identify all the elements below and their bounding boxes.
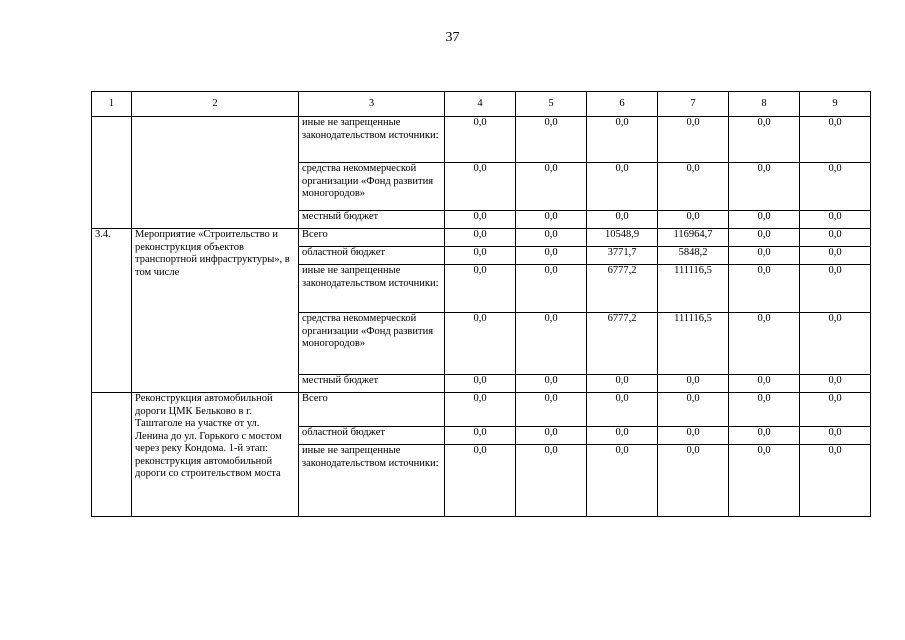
value-cell: 0,0 [729,375,800,393]
value-cell: 0,0 [658,211,729,229]
table-row [92,229,871,247]
value-cell: 0,0 [729,393,800,427]
value-cell: 0,0 [729,211,800,229]
value-cell: 0,0 [445,393,516,427]
funding-source: иные не запрещенные законодательством источники: [299,117,445,163]
item-number-cell: 3.4. [92,229,132,393]
header-cell: 8 [729,92,800,117]
value-cell: 0,0 [445,163,516,211]
value-cell: 0,0 [516,375,587,393]
funding-source: средства некоммерческой организации «Фонд развития моногородов» [299,163,445,211]
value-cell: 0,0 [800,445,871,517]
value-cell: 0,0 [800,229,871,247]
value-cell: 0,0 [445,265,516,313]
value-cell: 0,0 [729,427,800,445]
value-cell: 0,0 [800,427,871,445]
header-cell: 7 [658,92,729,117]
value-cell: 0,0 [445,117,516,163]
value-cell: 0,0 [729,313,800,375]
table-row [92,393,871,427]
value-cell: 0,0 [445,375,516,393]
item-number-cell [92,117,132,229]
value-cell: 111116,5 [658,313,729,375]
value-cell: 0,0 [729,445,800,517]
value-cell: 0,0 [587,375,658,393]
value-cell: 0,0 [516,163,587,211]
value-cell: 111116,5 [658,265,729,313]
value-cell: 0,0 [587,445,658,517]
item-number-cell [92,393,132,517]
value-cell: 0,0 [445,229,516,247]
value-cell: 0,0 [516,393,587,427]
value-cell: 0,0 [587,211,658,229]
value-cell: 116964,7 [658,229,729,247]
item-name-cell: Мероприятие «Строительство и реконструкция объектов транспортной инфраструктуры», в том числе [132,229,299,393]
funding-source: областной бюджет [299,427,445,445]
item-name-cell [132,117,299,229]
value-cell: 0,0 [445,427,516,445]
value-cell: 0,0 [658,427,729,445]
funding-source: Всего [299,393,445,427]
value-cell: 0,0 [445,247,516,265]
value-cell: 0,0 [729,265,800,313]
value-cell: 0,0 [800,265,871,313]
value-cell: 0,0 [658,393,729,427]
value-cell: 0,0 [729,163,800,211]
header-cell: 2 [132,92,299,117]
value-cell: 10548,9 [587,229,658,247]
value-cell: 0,0 [516,229,587,247]
header-row [92,92,871,117]
funding-source: средства некоммерческой организации «Фонд развития моногородов» [299,313,445,375]
value-cell: 5848,2 [658,247,729,265]
value-cell: 0,0 [658,375,729,393]
value-cell: 0,0 [729,117,800,163]
value-cell: 0,0 [587,163,658,211]
table-row [92,117,871,163]
value-cell: 0,0 [516,211,587,229]
value-cell: 0,0 [800,247,871,265]
value-cell: 0,0 [516,427,587,445]
value-cell: 0,0 [729,247,800,265]
value-cell: 0,0 [587,117,658,163]
value-cell: 0,0 [658,163,729,211]
value-cell: 3771,7 [587,247,658,265]
value-cell: 0,0 [516,313,587,375]
header-cell: 4 [445,92,516,117]
funding-source: иные не запрещенные законодательством источники: [299,445,445,517]
value-cell: 0,0 [445,445,516,517]
value-cell: 0,0 [516,265,587,313]
item-name-cell: Реконструкция автомобильной дороги ЦМК Бельково в г. Таштаголе на участке от ул. Ленина до ул. Горького с мостом через реку Кондома. 1-й этап: реконструкция автомобильной дороги со строительством моста [132,393,299,517]
value-cell: 0,0 [658,117,729,163]
value-cell: 0,0 [587,427,658,445]
value-cell: 0,0 [800,163,871,211]
header-cell: 6 [587,92,658,117]
funding-source: областной бюджет [299,247,445,265]
value-cell: 6777,2 [587,265,658,313]
value-cell: 0,0 [516,445,587,517]
value-cell: 6777,2 [587,313,658,375]
value-cell: 0,0 [445,313,516,375]
value-cell: 0,0 [516,247,587,265]
value-cell: 0,0 [800,393,871,427]
funding-source: Всего [299,229,445,247]
value-cell: 0,0 [658,445,729,517]
page-number: 37 [445,30,460,45]
header-cell: 1 [92,92,132,117]
value-cell: 0,0 [800,117,871,163]
value-cell: 0,0 [800,313,871,375]
value-cell: 0,0 [800,375,871,393]
value-cell: 0,0 [800,211,871,229]
header-cell: 5 [516,92,587,117]
value-cell: 0,0 [587,393,658,427]
header-cell: 3 [299,92,445,117]
value-cell: 0,0 [445,211,516,229]
budget-table [91,91,871,517]
value-cell: 0,0 [516,117,587,163]
funding-source: иные не запрещенные законодательством источники: [299,265,445,313]
funding-source: местный бюджет [299,375,445,393]
funding-source: местный бюджет [299,211,445,229]
value-cell: 0,0 [729,229,800,247]
header-cell: 9 [800,92,871,117]
